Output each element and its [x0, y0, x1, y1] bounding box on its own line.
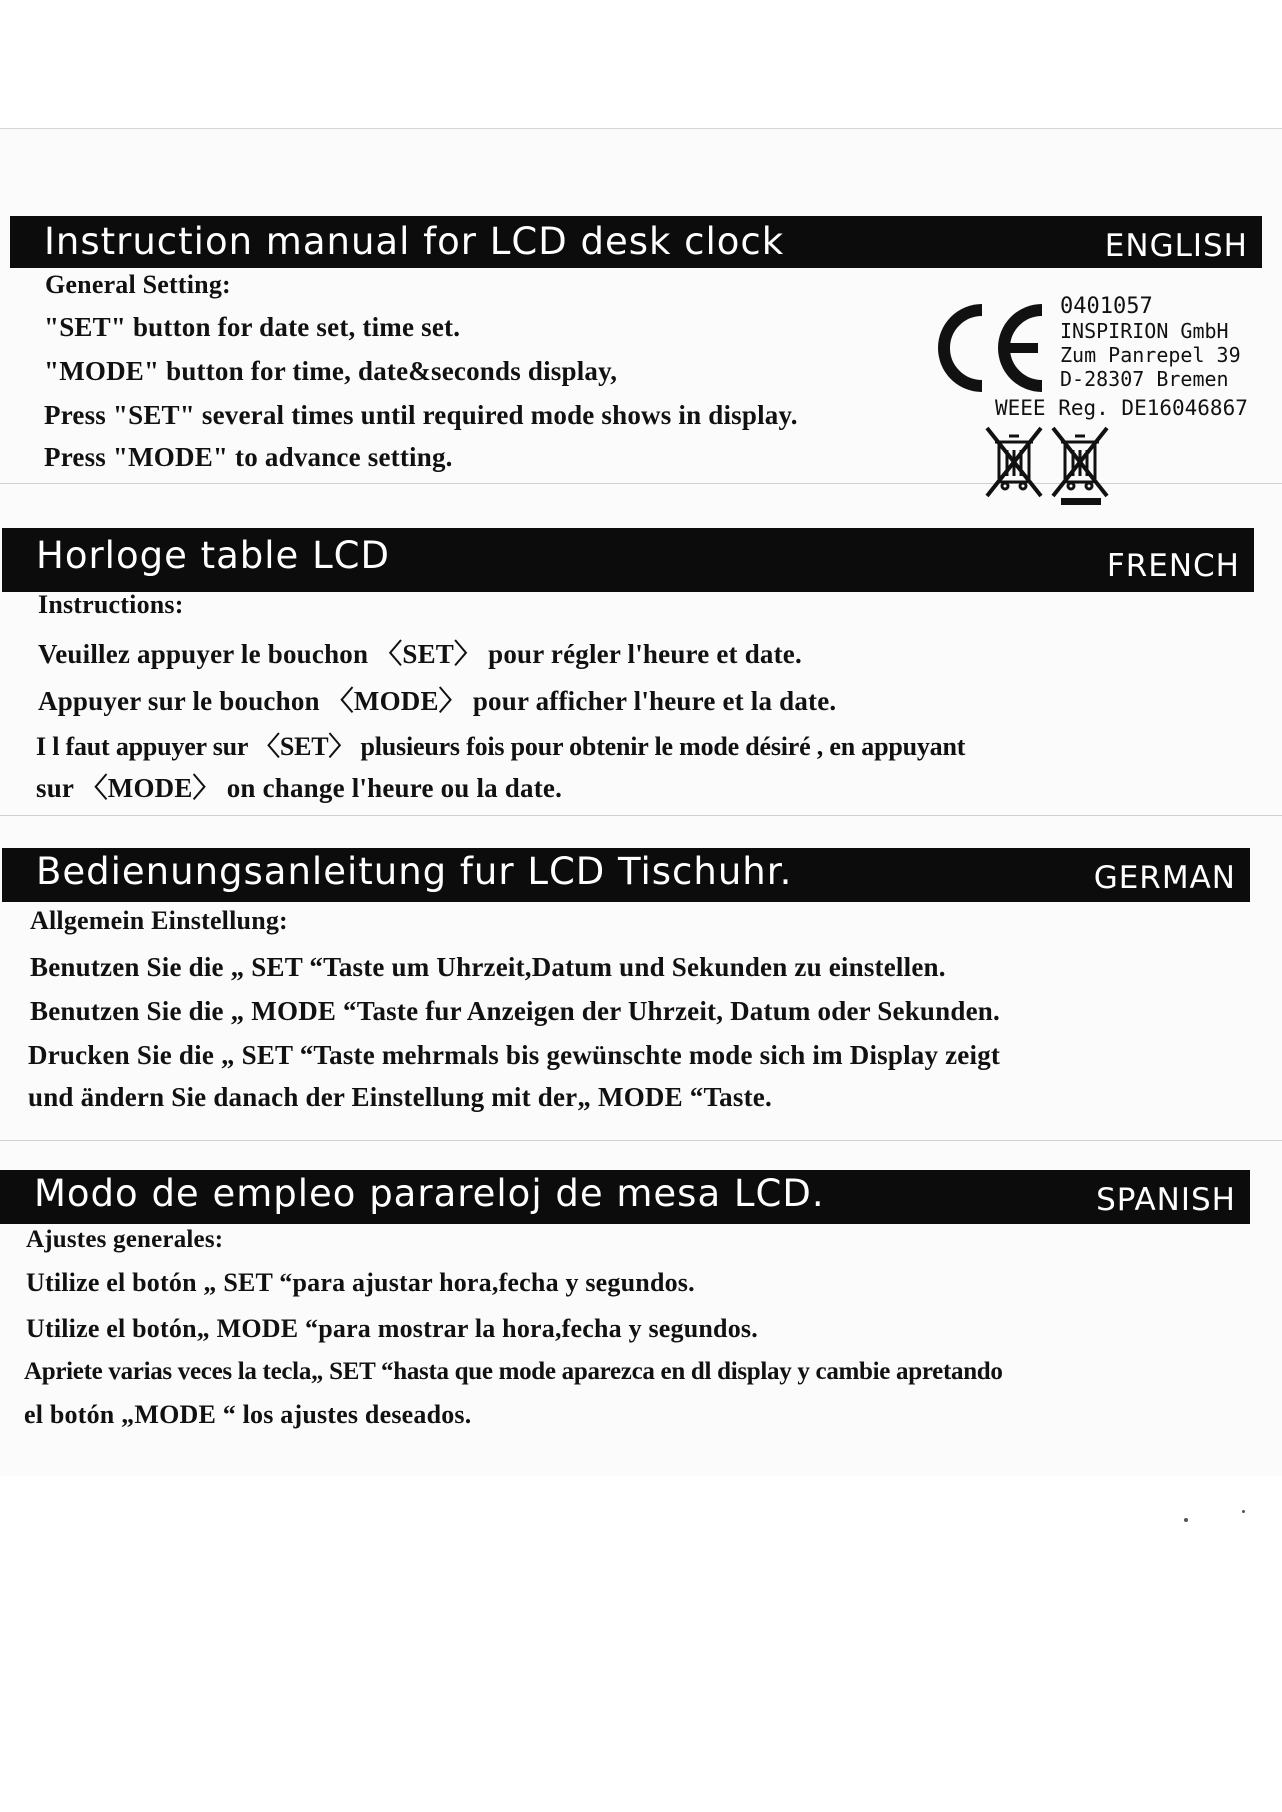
scan-speck [1242, 1510, 1245, 1513]
instruction-line: el botón „MODE “ los ajustes deseados. [24, 1400, 472, 1429]
instruction-line: sur 〈MODE〉 on change l'heure ou la date. [36, 773, 563, 803]
ce-mark-icon [930, 300, 1050, 396]
weee-registration: WEEE Reg. DE16046867 [995, 396, 1248, 420]
fold-line [0, 1140, 1282, 1141]
cert-city: D-28307 Bremen [1060, 367, 1229, 391]
language-label: FRENCH [1106, 548, 1240, 584]
weee-bin-icons [985, 422, 1115, 506]
cert-code: 0401057 [1060, 294, 1153, 319]
language-label: SPANISH [1096, 1182, 1236, 1218]
language-label: GERMAN [1093, 860, 1236, 896]
section-title: Bedienungsanleitung fur LCD Tischuhr. [36, 850, 793, 893]
section-title: Modo de empleo parareloj de mesa LCD. [34, 1172, 825, 1215]
scan-speck [1184, 1518, 1188, 1522]
cert-company: INSPIRION GmbH [1060, 319, 1229, 343]
instruction-line: Drucken Sie die „ SET “Taste mehrmals bis gewünschte mode sich im Display zeigt [28, 1040, 1001, 1070]
crossed-bin-icon [987, 428, 1041, 496]
section-header-bar [10, 216, 1262, 268]
instruction-line: Press "MODE" to advance setting. [44, 442, 453, 472]
subheading: Ajustes generales: [26, 1226, 224, 1253]
subheading: General Setting: [45, 270, 231, 299]
fold-line [0, 815, 1282, 816]
instruction-line: Utilize el botón„ MODE “para mostrar la hora,fecha y segundos. [26, 1314, 758, 1343]
instruction-line: Veuillez appuyer le bouchon 〈SET〉 pour régler l'heure et date. [38, 639, 802, 669]
certification-block [925, 296, 1265, 526]
instruction-line: "MODE" button for time, date&seconds display, [44, 356, 618, 386]
instruction-line: und ändern Sie danach der Einstellung mit der„ MODE “Taste. [28, 1082, 772, 1112]
language-label: ENGLISH [1104, 228, 1248, 264]
instruction-line: Appuyer sur le bouchon 〈MODE〉 pour afficher l'heure et la date. [38, 686, 837, 716]
section-title: Horloge table LCD [36, 534, 391, 577]
instruction-line: Benutzen Sie die „ MODE “Taste fur Anzeigen der Uhrzeit, Datum oder Sekunden. [30, 996, 1000, 1026]
section-header-bar [0, 1170, 1250, 1224]
instruction-line: Apriete varias veces la tecla„ SET “hasta que mode aparezca en dl display y cambie apretando [24, 1358, 1003, 1385]
section-title: Instruction manual for LCD desk clock [44, 220, 785, 263]
instruction-line: Press "SET" several times until required mode shows in display. [44, 400, 798, 430]
subheading: Allgemein Einstellung: [30, 906, 288, 935]
cert-street: Zum Panrepel 39 [1060, 343, 1241, 367]
section-header-bar [2, 528, 1254, 592]
instruction-line: Utilize el botón „ SET “para ajustar hora,fecha y segundos. [26, 1268, 695, 1297]
section-header-bar [2, 848, 1250, 902]
instruction-line: I l faut appuyer sur 〈SET〉 plusieurs fois pour obtenir le mode désiré , en appuyant [36, 732, 966, 761]
instruction-line: Benutzen Sie die „ SET “Taste um Uhrzeit,Datum und Sekunden zu einstellen. [30, 952, 946, 982]
instruction-line: "SET" button for date set, time set. [44, 312, 461, 342]
crossed-bin-icon [1053, 428, 1107, 505]
subheading: Instructions: [38, 590, 184, 619]
